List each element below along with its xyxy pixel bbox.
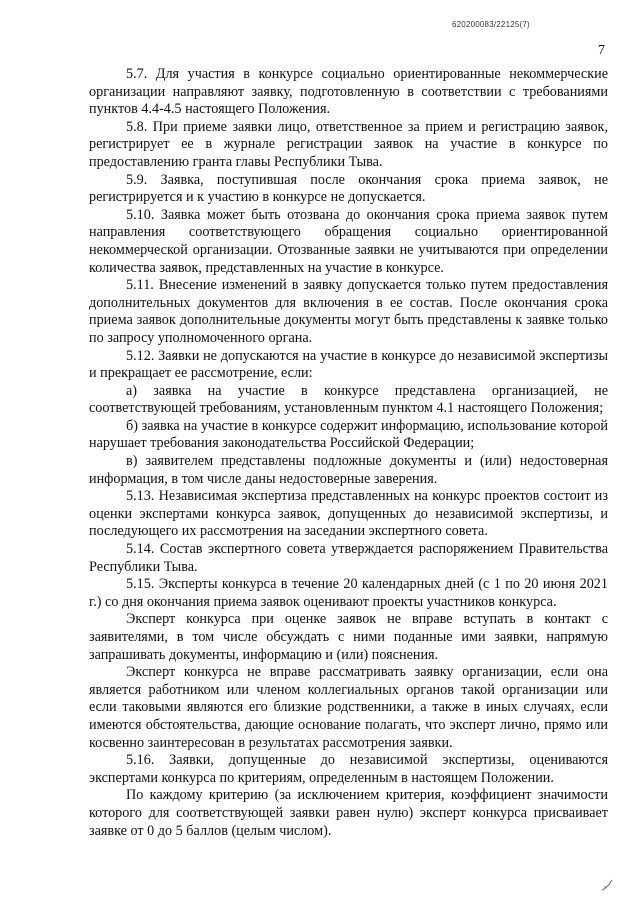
paragraph-5-8: 5.8. При приеме заявки лицо, ответственное за прием и регистрацию заявок, регистрирует ее в журнале регистрации заявок на участие в конкурсе по предоставлению гранта главы Республики Тыва.: [89, 118, 608, 170]
document-body: [89, 66, 608, 840]
paragraph-5-14: 5.14. Состав экспертного совета утверждается распоряжением Правительства Республики Тыва.: [89, 541, 608, 575]
paragraph-5-12-b: б) заявка на участие в конкурсе содержит информацию, использование которой нарушает требования законодательства Российской Федерации;: [89, 417, 608, 452]
paragraph-expert-conflict: Эксперт конкурса не вправе рассматривать заявку организации, если она является работником или членом коллегиальных органов такой организации или если таковыми являются его близкие родственники, а также в иных случаях, если имеются обстоятельства, дающие основание полагать, что эксперт лично, прямо или косвенно заинтересован в результатах рассмотрения заявки.: [89, 664, 608, 751]
paragraph-5-7: 5.7. Для участия в конкурсе социально ориентированные некоммерческие организации направляют заявку, подготовленную в соответствии с требованиями пунктов 4.4-4.5 настоящего Положения.: [89, 66, 608, 118]
paragraph-5-16: 5.16. Заявки, допущенные до независимой экспертизы, оцениваются экспертами конкурса по критериям, определенным в настоящем Положении.: [89, 752, 608, 786]
paragraph-5-12-v: в) заявителем представлены подложные документы и (или) недостоверная информация, в том числе даны недостоверные заверения.: [89, 453, 608, 487]
document-id: 620200083/22125(7): [452, 20, 530, 29]
page-number: 7: [598, 43, 605, 58]
paragraph-5-15: 5.15. Эксперты конкурса в течение 20 календарных дней (с 1 по 20 июня 2021 г.) со дня окончания приема заявок оценивают проекты участников конкурса.: [89, 576, 608, 610]
handwritten-mark: [600, 878, 614, 892]
paragraph-5-12: 5.12. Заявки не допускаются на участие в конкурсе до независимой экспертизы и прекращает ее рассмотрение, если:: [89, 347, 608, 382]
paragraph-expert-contact: Эксперт конкурса при оценке заявок не вправе вступать в контакт с заявителями, в том числе обсуждать с ними поданные ими заявки, напрямую запрашивать документы, информацию и (или) пояснения.: [89, 611, 608, 663]
paragraph-5-12-a: а) заявка на участие в конкурсе представлена организацией, не соответствующей требованиям, установленным пунктом 4.1 настоящего Положения;: [89, 382, 608, 417]
paragraph-5-11: 5.11. Внесение изменений в заявку допускается только путем предоставления дополнительных документов для включения в ее состав. После окончания срока приема заявок дополнительные документы могут быть представлены к заявке только по запросу уполномоченного органа.: [89, 277, 608, 346]
paragraph-scoring: По каждому критерию (за исключением критерия, коэффициент значимости которого для соответствующей заявки равен нулю) эксперт конкурса присваивает заявке от 0 до 5 баллов (целым числом).: [89, 787, 608, 839]
paragraph-5-9: 5.9. Заявка, поступившая после окончания срока приема заявок, не регистрируется и к участию в конкурсе не допускается.: [89, 171, 608, 206]
paragraph-5-10: 5.10. Заявка может быть отозвана до окончания срока приема заявок путем направления соответствующего обращения социально ориентированной некоммерческой организации. Отозванные заявки не учитываются при определении количества заявок, представленных на участие в конкурсе.: [89, 206, 608, 276]
paragraph-5-13: 5.13. Независимая экспертиза представленных на конкурс проектов состоит из оценки экспертами конкурса заявок, допущенных до независимой экспертизы, и последующего их рассмотрения на заседании экспертного совета.: [89, 488, 608, 540]
